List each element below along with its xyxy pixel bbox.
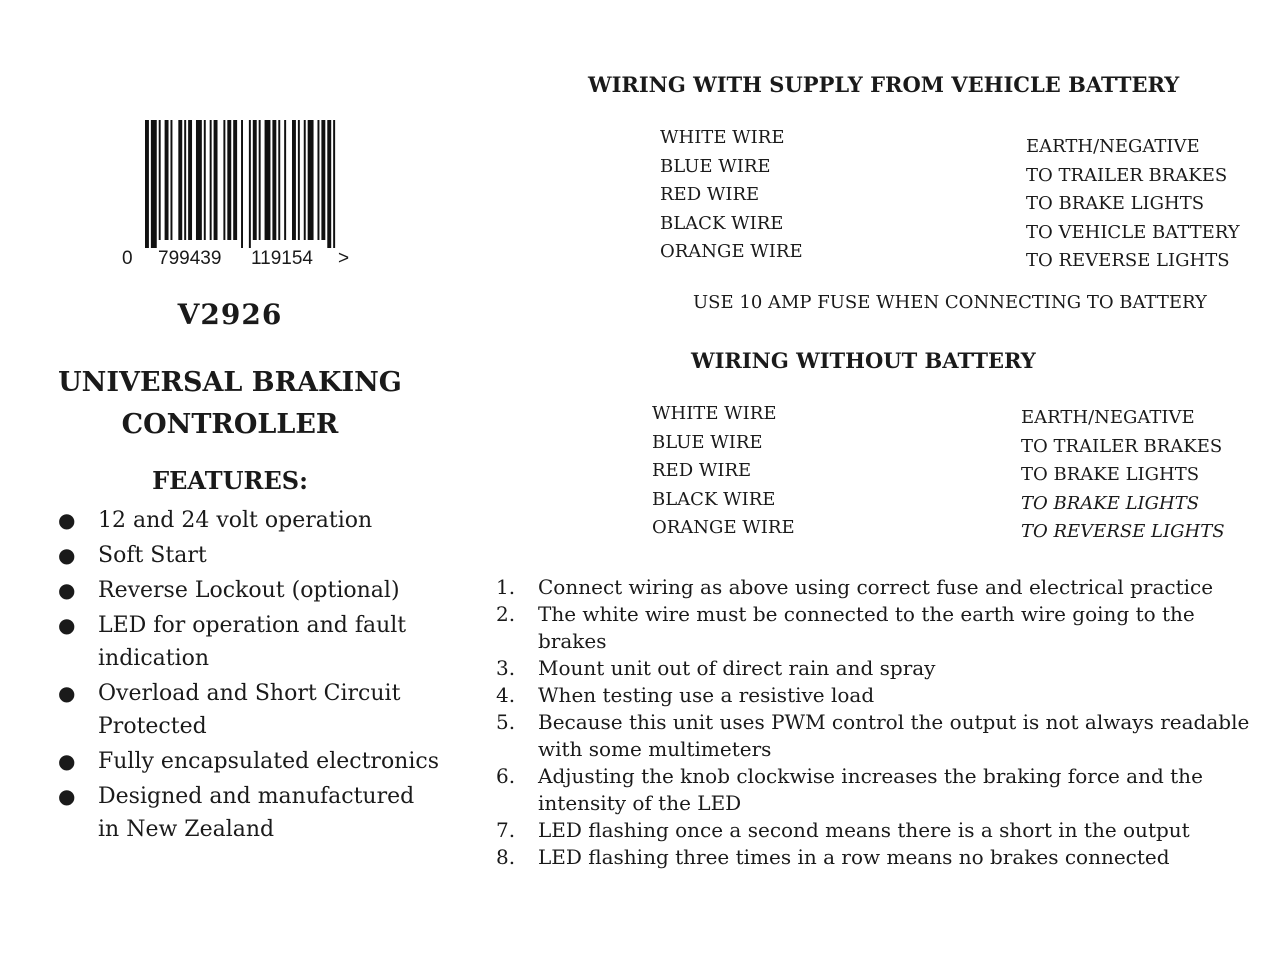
barcode-digit: 0 <box>122 248 133 269</box>
instruction-text: intensity of the LED <box>538 791 742 815</box>
barcode-bar <box>196 120 202 240</box>
feature-item <box>54 574 474 607</box>
wire-label: ORANGE WIRE <box>652 517 795 538</box>
bullet-icon: ● <box>58 681 76 705</box>
instruction-text: The white wire must be connected to the earth wire going to the brakes <box>538 602 1195 653</box>
barcode-bar <box>304 120 306 240</box>
bullet-icon: ● <box>58 543 76 567</box>
connection-label: TO BRAKE LIGHTS <box>1021 464 1200 485</box>
instruction-item <box>496 709 1266 763</box>
instruction-text: Because this unit uses PWM control the output is not always readable <box>538 710 1250 734</box>
connection-label: TO TRAILER BRAKES <box>1021 435 1223 457</box>
product-title <box>50 362 410 446</box>
wiring-no-battery-heading: WIRING WITHOUT BATTERY <box>691 348 1036 373</box>
product-title-line: CONTROLLER <box>121 409 339 440</box>
instruction-item <box>496 655 1266 682</box>
barcode-bar <box>333 120 335 248</box>
barcode-bar <box>170 120 172 240</box>
barcode-bar <box>321 120 325 240</box>
wire-label: RED WIRE <box>660 184 760 205</box>
feature-item <box>54 504 474 537</box>
instruction-text: Adjusting the knob clockwise increases the braking force and the <box>538 764 1203 788</box>
instruction-number: 4. <box>496 683 516 707</box>
bullet-icon: ● <box>58 749 76 773</box>
instruction-number: 5. <box>496 710 516 734</box>
wire-label: RED WIRE <box>652 460 752 481</box>
instruction-number: 3. <box>496 656 516 680</box>
instruction-item <box>496 844 1266 871</box>
instruction-text: LED flashing once a second means there is a short in the output <box>538 818 1190 842</box>
fuse-note: USE 10 AMP FUSE WHEN CONNECTING TO BATTERY <box>693 292 1207 313</box>
barcode-bar <box>188 120 192 240</box>
wire-label: BLUE WIRE <box>660 155 771 177</box>
barcode-bar <box>272 120 276 240</box>
wire-label: BLUE WIRE <box>652 431 763 453</box>
feature-text: LED for operation and fault <box>98 613 407 638</box>
instruction-item <box>496 817 1266 844</box>
instruction-text: Mount unit out of direct rain and spray <box>538 656 936 680</box>
wiring-battery-heading: WIRING WITH SUPPLY FROM VEHICLE BATTERY <box>588 72 1180 97</box>
features-heading: FEATURES: <box>152 466 308 495</box>
bullet-icon: ● <box>58 613 76 637</box>
barcode-bar <box>278 120 280 240</box>
barcode-bar <box>317 120 319 240</box>
instruction-number: 2. <box>496 602 516 626</box>
connection-label: EARTH/NEGATIVE <box>1021 407 1195 428</box>
wire-label: BLACK WIRE <box>660 212 784 234</box>
barcode-bar <box>223 120 225 240</box>
barcode-bar <box>159 120 161 240</box>
barcode-bar <box>249 120 251 248</box>
barcode-number <box>122 248 362 274</box>
instruction-number: 6. <box>496 764 516 788</box>
bullet-icon: ● <box>58 578 76 602</box>
feature-text: in New Zealand <box>98 817 275 842</box>
instruction-item <box>496 601 1266 655</box>
barcode-bar <box>145 120 149 248</box>
instruction-item <box>496 682 1266 709</box>
product-title-line: UNIVERSAL BRAKING <box>58 367 402 398</box>
barcode-bar <box>265 120 271 240</box>
instruction-number: 7. <box>496 818 516 842</box>
barcode-digit: > <box>338 248 350 269</box>
instruction-text: LED flashing three times in a row means no brakes connected <box>538 845 1170 869</box>
instruction-text: with some multimeters <box>538 737 772 761</box>
connection-label: EARTH/NEGATIVE <box>1026 136 1200 157</box>
feature-item <box>54 745 474 778</box>
instruction-text: When testing use a resistive load <box>538 683 875 707</box>
barcode-bar <box>227 120 231 240</box>
connection-label: TO VEHICLE BATTERY <box>1026 221 1240 243</box>
barcode-bar <box>292 120 296 240</box>
barcode-bar <box>204 120 206 240</box>
barcode-bar <box>210 120 212 240</box>
barcode-bar <box>308 120 314 240</box>
feature-text: Soft Start <box>98 543 207 568</box>
features-list <box>54 504 474 848</box>
barcode-image <box>145 120 341 248</box>
barcode-bar <box>298 120 300 240</box>
wiring-battery-connections <box>1026 133 1240 276</box>
wiring-battery-wires <box>660 124 803 267</box>
feature-item <box>54 780 474 846</box>
feature-text: indication <box>98 646 210 671</box>
connection-label: TO REVERSE LIGHTS <box>1026 250 1230 271</box>
instructions-list <box>496 574 1266 871</box>
wire-label: ORANGE WIRE <box>660 241 803 262</box>
barcode-bar <box>284 120 286 240</box>
wiring-no-battery-wires <box>652 400 795 543</box>
connection-label: TO TRAILER BRAKES <box>1026 164 1228 186</box>
instruction-item <box>496 763 1266 817</box>
feature-text: Designed and manufactured <box>98 784 415 809</box>
barcode-bar <box>233 120 237 240</box>
feature-text: Fully encapsulated electronics <box>98 749 439 774</box>
barcode-bar <box>184 120 186 240</box>
feature-text: Protected <box>98 714 207 739</box>
bullet-icon: ● <box>58 784 76 808</box>
wiring-no-battery-connections <box>1021 404 1225 547</box>
model-number: V2926 <box>177 298 283 331</box>
barcode-digit: 799439 <box>158 248 222 269</box>
feature-item <box>54 677 474 743</box>
feature-text: 12 and 24 volt operation <box>98 508 373 533</box>
wire-label: BLACK WIRE <box>652 488 776 510</box>
barcode-bar <box>178 120 182 240</box>
barcode-bar <box>214 120 218 240</box>
barcode-bar <box>327 120 331 248</box>
instruction-text: Connect wiring as above using correct fuse and electrical practice <box>538 575 1214 599</box>
barcode-bar <box>241 120 243 248</box>
barcode-bar <box>253 120 257 240</box>
instruction-number: 1. <box>496 575 516 599</box>
feature-item <box>54 609 474 675</box>
wire-label: WHITE WIRE <box>660 127 785 148</box>
barcode-bar <box>165 120 169 240</box>
feature-item <box>54 539 474 572</box>
wire-label: WHITE WIRE <box>652 403 777 424</box>
connection-label: TO BRAKE LIGHTS <box>1021 492 1200 514</box>
feature-text: Reverse Lockout (optional) <box>98 578 400 603</box>
bullet-icon: ● <box>58 508 76 532</box>
instruction-item <box>496 574 1266 601</box>
instruction-number: 8. <box>496 845 516 869</box>
barcode-bar <box>151 120 157 248</box>
feature-text: Overload and Short Circuit <box>98 681 401 706</box>
barcode-bar <box>259 120 261 240</box>
connection-label: TO BRAKE LIGHTS <box>1026 193 1205 214</box>
connection-label: TO REVERSE LIGHTS <box>1021 521 1225 542</box>
barcode-digit: 119154 <box>251 248 313 269</box>
